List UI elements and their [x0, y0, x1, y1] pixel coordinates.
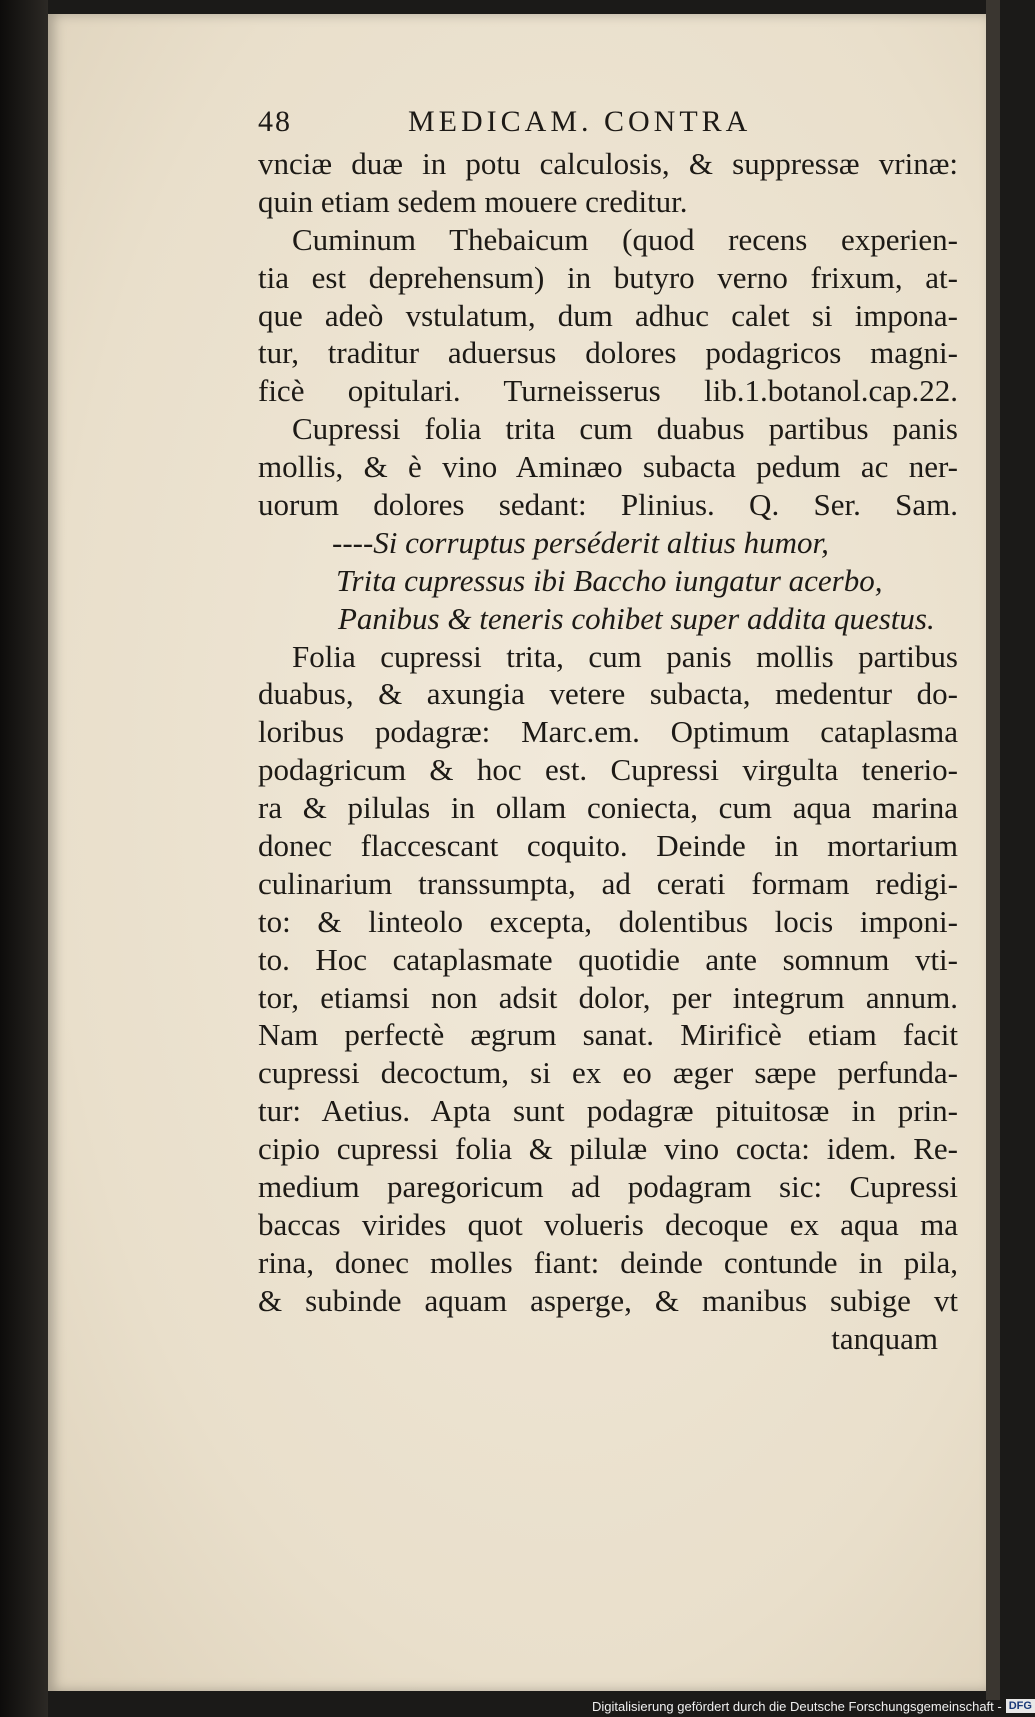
running-head: MEDICAM. CONTRA	[408, 105, 752, 138]
credit-text: Digitalisierung gefördert durch die Deutsche Forschungsgemeinschaft -	[592, 1698, 1002, 1714]
book-gutter	[0, 0, 48, 1717]
text-line: podagricum & hoc est. Cupressi virgulta tenerio-	[258, 752, 958, 788]
text-line: donec flaccescant coquito. Deinde in mortarium	[258, 828, 958, 864]
text-line: to. Hoc cataplasmate quotidie ante somnum vti-	[258, 941, 958, 977]
page-text	[258, 105, 958, 1358]
digitization-credit	[592, 1696, 1035, 1716]
text-line: mollis, & è vino Aminæo subacta pedum ac ner-	[258, 449, 958, 485]
folio-number: 48	[258, 105, 292, 138]
text-line: Nam perfectè ægrum sanat. Mirificè etiam facit	[258, 1017, 958, 1053]
text-line: culinarium transsumpta, ad cerati formam redigi-	[258, 865, 958, 901]
text-line: tur, traditur aduersus dolores podagricos magni-	[258, 335, 958, 371]
text-line: Cupressi folia trita cum duabus partibus panis	[292, 411, 958, 447]
text-line: Cuminum Thebaicum (quod recens experien-	[292, 221, 958, 257]
text-line: tur: Aetius. Apta sunt podagræ pituitosæ in prin-	[258, 1093, 958, 1129]
text-line: vnciæ duæ in potu calculosis, & suppressæ vrinæ:	[258, 146, 958, 181]
dfg-logo: DFG	[1006, 1699, 1035, 1713]
scan-border	[986, 0, 1000, 1700]
text-line: ra & pilulas in ollam coniecta, cum aqua marina	[258, 790, 958, 826]
page-header	[258, 105, 958, 145]
text-line: to: & linteolo excepta, dolentibus locis imponi-	[258, 903, 958, 939]
verse-line: ----Si corruptus perséderit altius humor,	[332, 524, 829, 560]
text-line: rina, donec molles fiant: deinde contunde in pila,	[258, 1244, 958, 1280]
text-line: cipio cupressi folia & pilulæ vino cocta: idem. Re-	[258, 1131, 958, 1167]
text-line: ficè opitulari. Turneisserus lib.1.botanol.cap.22.	[258, 373, 958, 409]
text-line: que adeò vstulatum, dum adhuc calet si impona-	[258, 297, 958, 333]
text-line: tor, etiamsi non adsit dolor, per integrum annum.	[258, 979, 958, 1015]
text-line: uorum dolores sedant: Plinius. Q. Ser. Sam.	[258, 487, 958, 523]
text-line: tia est deprehensum) in butyro verno frixum, at-	[258, 259, 958, 295]
text-line: loribus podagræ: Marc.em. Optimum cataplasma	[258, 714, 958, 750]
text-line: & subinde aquam asperge, & manibus subige vt	[258, 1282, 958, 1318]
catchword: tanquam	[831, 1320, 938, 1356]
text-line: baccas virides quot volueris decoque ex aqua ma	[258, 1206, 958, 1242]
verse-line: Panibus & teneris cohibet super addita questus.	[338, 600, 935, 636]
text-line: cupressi decoctum, si ex eo æger sæpe perfunda-	[258, 1055, 958, 1091]
text-line: quin etiam sedem mouere creditur.	[258, 183, 688, 219]
text-line: Folia cupressi trita, cum panis mollis partibus	[292, 638, 958, 674]
text-line: medium paregoricum ad podagram sic: Cupressi	[258, 1169, 958, 1205]
verse-line: Trita cupressus ibi Baccho iungatur acerbo,	[336, 562, 883, 598]
text-line: duabus, & axungia vetere subacta, medentur do-	[258, 676, 958, 712]
